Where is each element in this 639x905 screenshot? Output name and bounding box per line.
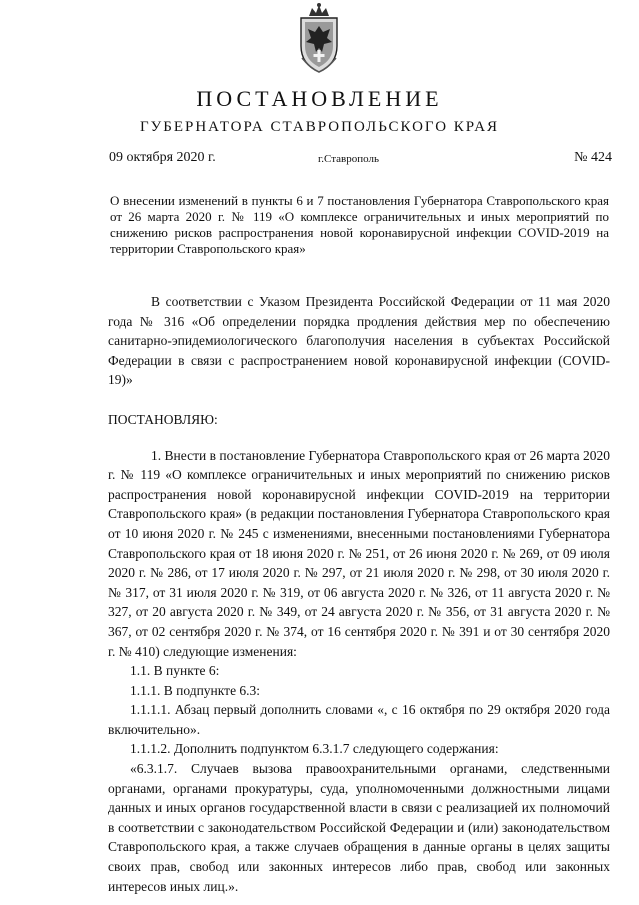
item-1: 1. Внести в постановление Губернатора Ставропольского края от 26 марта 2020 г. № 119 «О комплексе ограничительных и иных мероприятий по снижению рисков распространения новой коронавирусной инфекции COVID-2019 на территории Ставропольского края» (в редакции постановления Губернатора Ставропольского края от 10 июня 2020 г. № 245 с изменениями, внесенными постановлениями Губернатора Ставропольского края от 18 июня 2020 г. № 251, от 26 июня 2020 г. № 269, от 09 июля 2020 г. № 286, от 17 июля 2020 г. № 297, от 21 июля 2020 г. № 298, от 30 июля 2020 г. № 317, от 31 июля 2020 г. № 319, от 06 августа 2020 г. № 326, от 11 августа 2020 г. № 327, от 20 августа 2020 г. № 349, от 24 августа 2020 г. № 356, от 31 августа 2020 г. № 367, от 02 сентября 2020 г. № 374, от 16 сентября 2020 г. № 391 и от 30 сентября 2020 г. № 410) следующие изменения: (108, 447, 610, 659)
item-1-1-1: 1.1.1. В подпункте 6.3: (130, 682, 261, 698)
document-subject: О внесении изменений в пункты 6 и 7 постановления Губернатора Ставропольского края от 26 марта 2020 г. № 119 «О комплексе ограничительных и иных мероприятий по снижению рисков распространения новой коронавирусной инфекции COVID-2019 на территории Ставропольского края» (110, 193, 609, 256)
document-title: ПОСТАНОВЛЕНИЕ (196, 86, 443, 111)
item-1-1-1-1: 1.1.1.1. Абзац первый дополнить словами «, с 16 октября по 29 октября 2020 года включительно». (108, 702, 610, 737)
decree-word: ПОСТАНОВЛЯЮ: (108, 411, 218, 427)
document-date: 09 октября 2020 г. (109, 150, 216, 165)
issuer-subtitle: ГУБЕРНАТОРА СТАВРОПОЛЬСКОГО КРАЯ (139, 119, 500, 135)
document-number: № 424 (574, 150, 612, 165)
document-body (108, 292, 610, 896)
item-1-1: 1.1. В пункте 6: (130, 663, 220, 679)
preamble-paragraph: В соответствии с Указом Президента Российской Федерации от 11 мая 2020 года № 316 «Об определении порядка продления действия мер по обеспечению санитарно-эпидемиологического благополучия населения в субъектах Российской Федерации в связи с распространением новой коронавирусной инфекции (COVID-19)» (108, 294, 610, 388)
document-city: г.Ставрополь (318, 153, 379, 165)
item-6-3-1-7: «6.3.1.7. Случаев вызова правоохранительными органами, следственными органами, органами прокуратуры, суда, уполномоченными должностными лицами данных и иных органов государственной власти в связи с реализацией их полномочий в соответствии с законодательством Российской Федерации и (или) законодательством Ставропольского края, а также случаев обращения в данные органы в целях защиты своих прав, свобод или законных интересов либо прав, свобод или законных интересов иных лиц.». (108, 761, 610, 894)
item-1-1-1-2: 1.1.1.2. Дополнить подпунктом 6.3.1.7 следующего содержания: (130, 741, 499, 757)
coat-of-arms-emblem (296, 2, 342, 74)
